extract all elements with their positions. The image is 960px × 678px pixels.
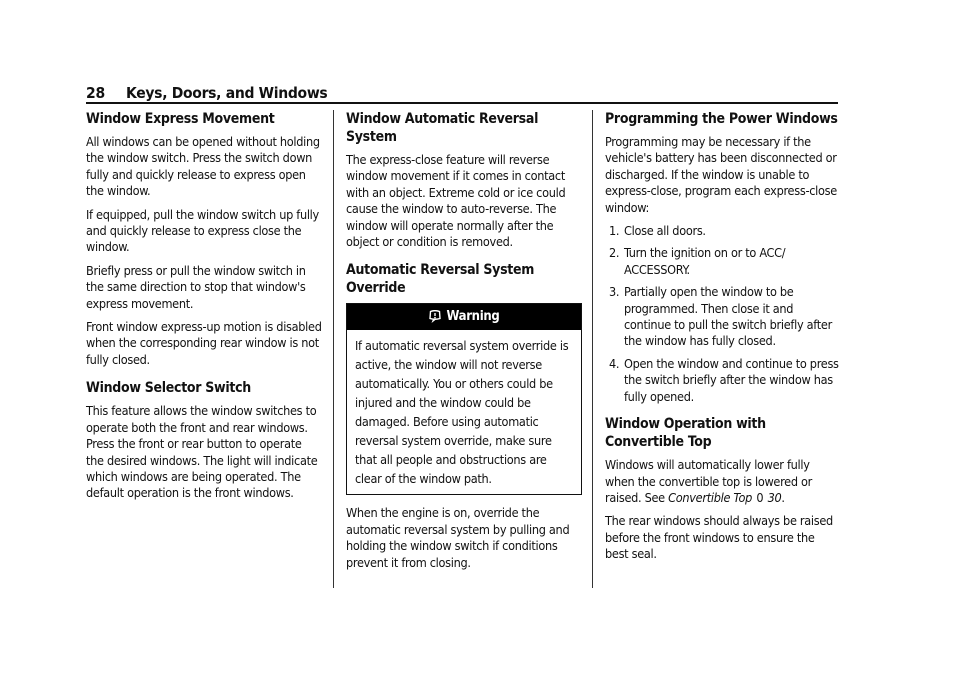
list-item: 3. Partially open the window to be programmed. Then close it and continue to pull the switch briefly after the window has fully closed. bbox=[609, 284, 832, 349]
list-item: 2. Turn the ignition on or to ACC/ ACCESSORY. bbox=[609, 245, 786, 277]
paragraph: All windows can be opened without holding the window switch. Press the switch down fully and quickly release to express open the window. bbox=[86, 134, 320, 199]
column-divider bbox=[333, 110, 334, 588]
warning-label: Warning bbox=[446, 309, 500, 325]
convertible-top-link[interactable]: Convertible Top bbox=[668, 489, 753, 505]
warning-header bbox=[347, 304, 581, 330]
header-rule bbox=[86, 102, 838, 104]
automatic-reversal-heading: Window Automatic Reversal System bbox=[346, 111, 539, 145]
paragraph: When the engine is on, override the automatic reversal system by pulling and holding the window switch if conditions prevent it from closing. bbox=[346, 505, 570, 570]
paragraph: Briefly press or pull the window switch in the same direction to stop that window's express movement. bbox=[86, 262, 306, 311]
programming-steps bbox=[605, 223, 841, 405]
warning-text: If automatic reversal system override is active, the window will not reverse automatically. You or others could be injured and the window could be damaged. Before using automatic reversal system override, make sure that all people and obstructions are clear of the window path. bbox=[355, 338, 569, 487]
page-reference-arrow-icon: 0 bbox=[756, 489, 764, 505]
page-reference[interactable]: 30 bbox=[767, 489, 782, 505]
reversal-override-heading: Automatic Reversal System Override bbox=[346, 262, 535, 297]
paragraph: Front window express-up motion is disabled when the corresponding rear window is not fully closed. bbox=[86, 319, 322, 367]
list-item: 1. Close all doors. bbox=[609, 223, 706, 239]
selector-switch-heading: Window Selector Switch bbox=[86, 380, 251, 397]
column-1 bbox=[86, 110, 322, 509]
list-item: 4. Open the window and continue to press the switch briefly after the window has fully opened. bbox=[609, 355, 839, 404]
warning-icon bbox=[428, 310, 442, 324]
column-2 bbox=[346, 110, 582, 578]
programming-heading: Programming the Power Windows bbox=[605, 111, 838, 127]
page-header bbox=[86, 84, 838, 104]
paragraph: This feature allows the window switches to operate both the front and rear windows. Press the front or rear button to operate the desired windows. The light will indicate which windows are being operated. The default operation is the front windows. bbox=[86, 403, 318, 501]
section-title: Keys, Doors, and Windows bbox=[126, 84, 328, 102]
paragraph: Windows will automatically lower fully when the convertible top is lowered or raised. See Convertible Top 0 30. bbox=[605, 457, 813, 505]
column-divider bbox=[592, 110, 593, 588]
paragraph: The rear windows should always be raised before the front windows to ensure the best seal. bbox=[605, 513, 833, 562]
warning-box bbox=[346, 303, 582, 495]
column-3 bbox=[605, 110, 841, 570]
convertible-top-heading: Window Operation with Convertible Top bbox=[605, 416, 766, 451]
paragraph: If equipped, pull the window switch up fully and quickly release to express close the window. bbox=[86, 206, 319, 255]
page-number: 28 bbox=[86, 84, 106, 102]
paragraph: The express-close feature will reverse window movement if it comes in contact with an object. Extreme cold or ice could cause the window to auto-reverse. The window will operate normally after the object or condition is removed. bbox=[346, 152, 566, 250]
paragraph: Programming may be necessary if the vehicle's battery has been disconnected or discharged. If the window is unable to express-close, program each express-close window: bbox=[605, 134, 837, 215]
express-movement-heading: Window Express Movement bbox=[86, 111, 275, 127]
